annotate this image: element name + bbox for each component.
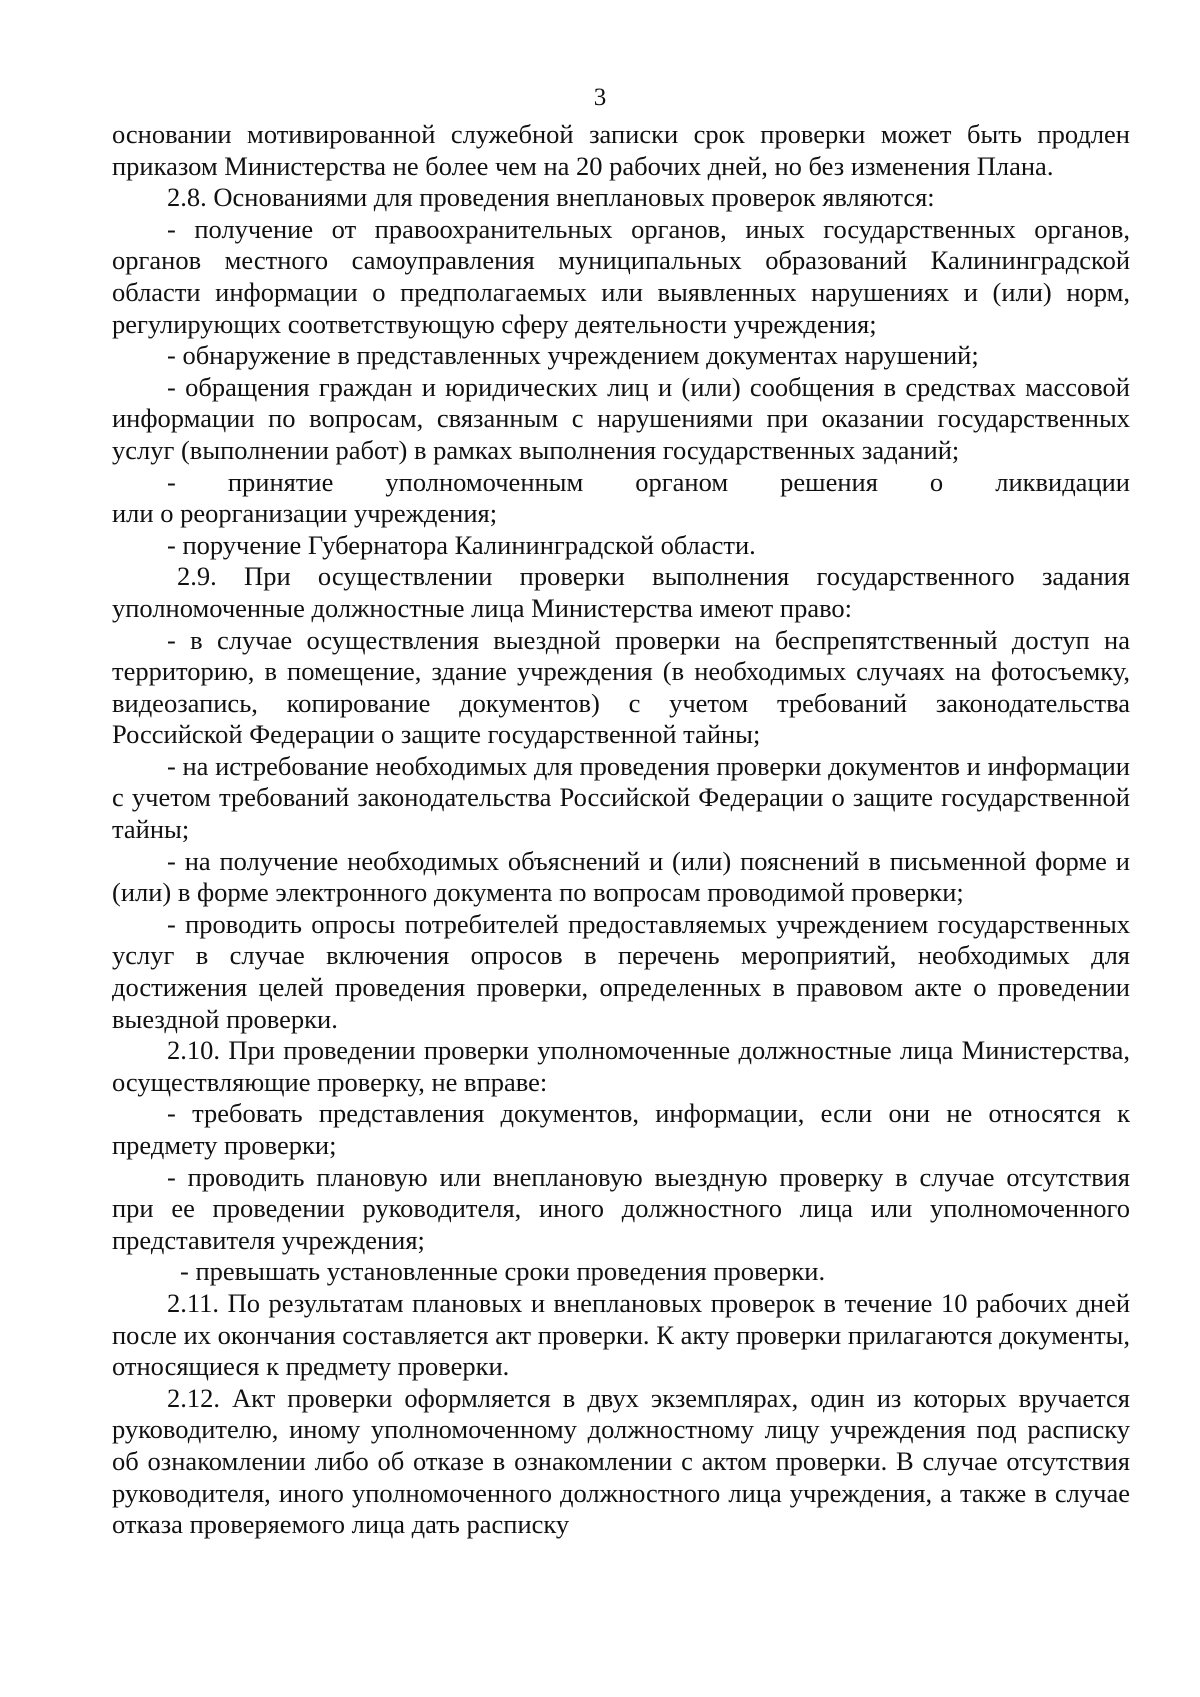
list-item-continuation: или о реорганизации учреждения;	[112, 498, 498, 529]
list-item: - на истребование необходимых для проведения проверки документов и информации с учетом требований законодательства Российской Федерации о защите государственной тайны;	[112, 750, 1130, 845]
list-item: - проводить опросы потребителей предоставляемых учреждением государственных услуг в случае включения опросов в перечень мероприятий, необходимых для достижения целей проведения проверки, определенных в правовом акте о проведении выездной проверки.	[112, 908, 1130, 1034]
paragraph-2-12: 2.12. Акт проверки оформляется в двух экземплярах, один из которых вручается руководителю, иному уполномоченному должностному лицу учреждения под расписку об ознакомлении либо об отказе в ознакомлении с актом проверки. В случае отсутствия руководителя, иного уполномоченного должностного лица учреждения, а также в случае отказа проверяемого лица дать расписку	[112, 1382, 1130, 1540]
paragraph-2-9: 2.9. При осуществлении проверки выполнения государственного задания уполномоченные должностные лица Министерства имеют право:	[112, 561, 1130, 623]
paragraph-2-11: 2.11. По результатам плановых и внеплановых проверок в течение 10 рабочих дней после их окончания составляется акт проверки. К акту проверки прилагаются документы, относящиеся к предмету проверки.	[112, 1287, 1130, 1382]
paragraph-2-10: 2.10. При проведении проверки уполномоченные должностные лица Министерства, осуществляющие проверку, не вправе:	[112, 1035, 1130, 1097]
list-item: - обнаружение в представленных учреждением документах нарушений;	[167, 340, 979, 371]
list-item: - принятие уполномоченным органом решения о ликвидации	[167, 466, 1130, 497]
list-item: - на получение необходимых объяснений и (или) пояснений в письменной форме и (или) в форме электронного документа по вопросам проводимой проверки;	[112, 845, 1130, 908]
list-item: - проводить плановую или внеплановую выездную проверку в случае отсутствия при ее проведении руководителя, иного должностного лица или уполномоченного представителя учреждения;	[112, 1161, 1130, 1255]
list-item: - поручение Губернатора Калининградской области.	[167, 529, 756, 560]
paragraph: основании мотивированной служебной записки срок проверки может быть продлен приказом Министерства не более чем на 20 рабочих дней, но без изменения Плана.	[112, 119, 1130, 181]
list-item: - в случае осуществления выездной проверки на беспрепятственный доступ на территорию, в помещение, здание учреждения (в необходимых случаях на фотосъемку, видеозапись, копирование документов) с учетом требований законодательства Российской Федерации о защите государственной тайны;	[112, 624, 1130, 750]
document-body	[112, 119, 1130, 1541]
list-item: - получение от правоохранительных органов, иных государственных органов, органов местного самоуправления муниципальных образований Калининградской области информации о предполагаемых или выявленных нарушениях и (или) норм, регулирующих соответствующую сферу деятельности учреждения;	[112, 213, 1130, 339]
list-item: - требовать представления документов, информации, если они не относятся к предмету проверки;	[112, 1098, 1130, 1160]
page-number: 3	[593, 84, 607, 111]
list-item: - превышать установленные сроки проведения проверки.	[180, 1256, 826, 1287]
paragraph-2-8: 2.8. Основаниями для проведения внеплановых проверок являются:	[167, 182, 935, 213]
list-item: - обращения граждан и юридических лиц и (или) сообщения в средствах массовой информации по вопросам, связанным с нарушениями при оказании государственных услуг (выполнении работ) в рамках выполнения государственных заданий;	[112, 371, 1130, 465]
